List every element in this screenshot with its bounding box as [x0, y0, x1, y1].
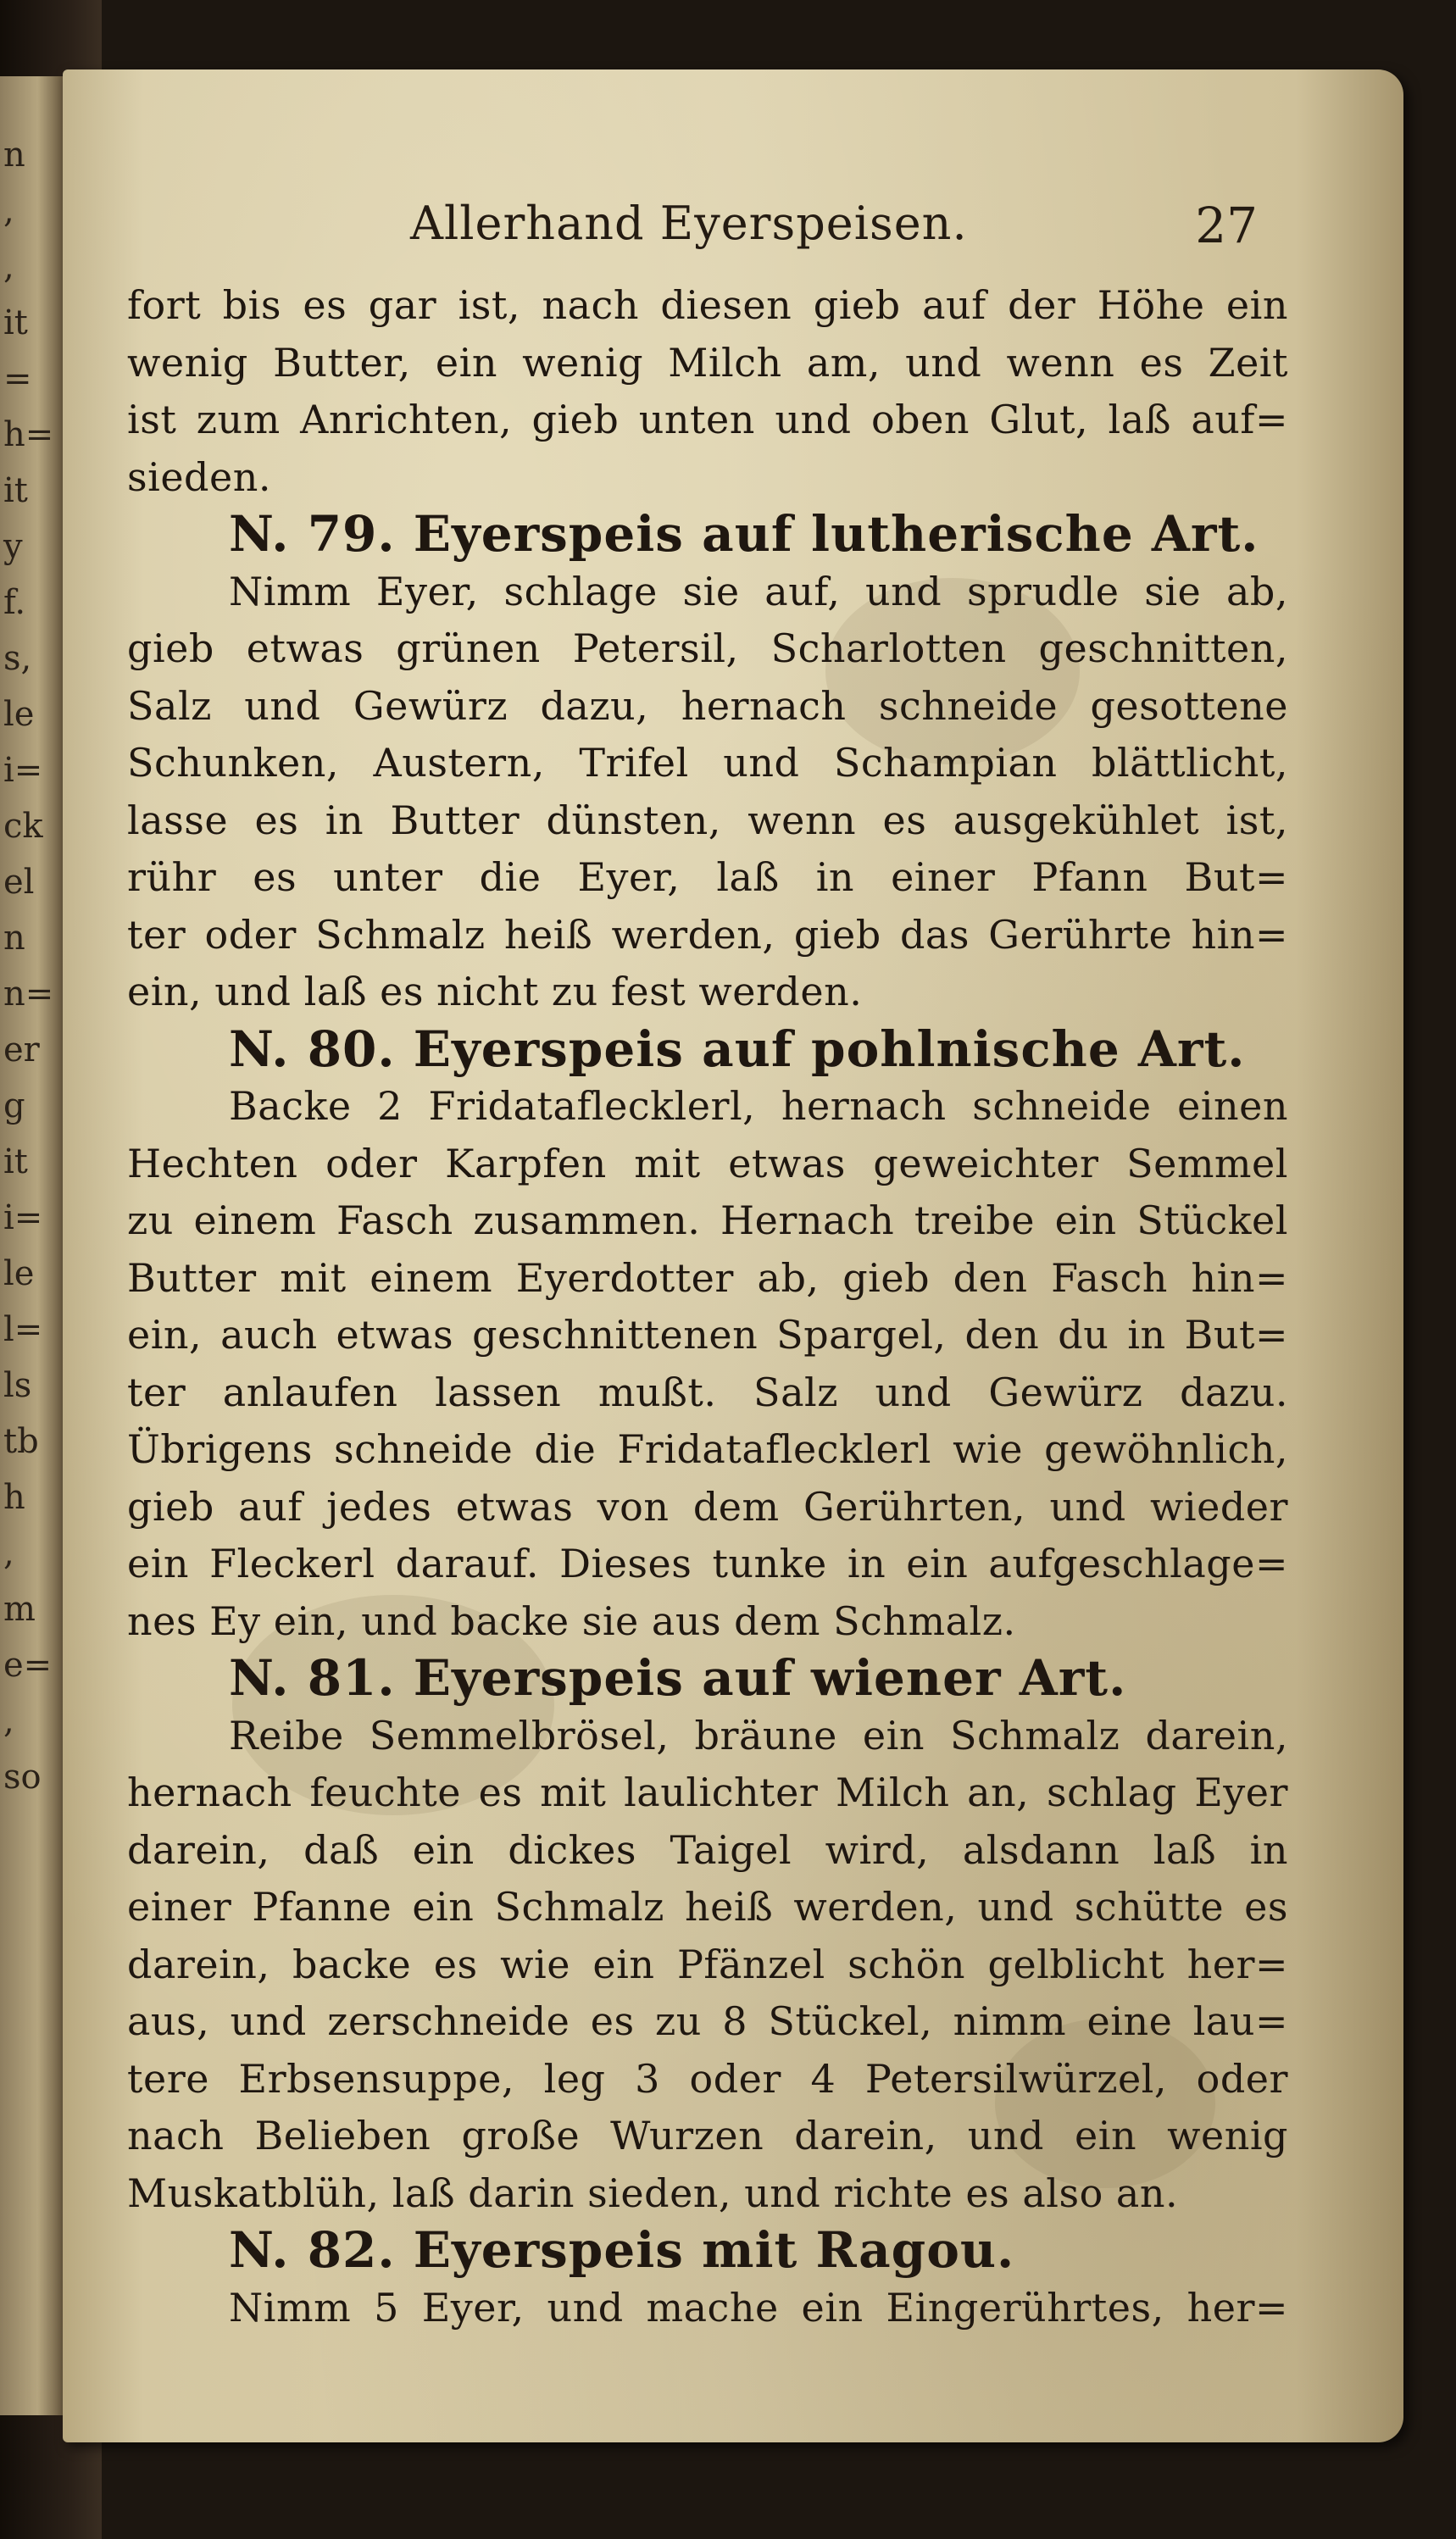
left-page-fragment: =	[3, 359, 32, 398]
text-line: hernach feuchte es mit laulichter Milch an, schlag Eyer	[127, 1770, 1288, 1815]
left-page-fragment: er	[3, 1031, 40, 1069]
left-page-edge	[0, 76, 63, 2415]
paragraph-first-line: Nimm Eyer, schlage sie auf, und sprudle sie ab,	[229, 568, 1288, 614]
left-page-fragment: s,	[3, 639, 32, 678]
text-line: einer Pfanne ein Schmalz heiß werden, und schütte es	[127, 1884, 1288, 1930]
paragraph-last-line: ein, und laß es nicht zu fest werden.	[127, 969, 863, 1014]
text-line: rühr es unter die Eyer, laß in einer Pfann But=	[127, 854, 1288, 900]
left-page-fragment: le	[3, 1254, 35, 1293]
text-line: zu einem Fasch zusammen. Hernach treibe ein Stückel	[127, 1197, 1288, 1243]
text-line: darein, daß ein dickes Taigel wird, alsdann laß in	[127, 1826, 1288, 1873]
left-page-fragment: el	[3, 863, 35, 902]
text-line: wenig Butter, ein wenig Milch am, und wenn es Zeit	[127, 339, 1288, 386]
left-page-fragment: i=	[3, 1198, 43, 1237]
paragraph-last-line: sieden.	[127, 453, 271, 500]
left-page-fragment: ,	[3, 1702, 14, 1741]
left-page-fragment: it	[3, 303, 28, 342]
left-page-fragment: i=	[3, 751, 43, 790]
text-line: gieb etwas grünen Petersil, Scharlotten geschnitten,	[127, 625, 1288, 671]
left-page-fragment: le	[3, 695, 35, 734]
text-line: ist zum Anrichten, gieb unten und oben Glut, laß auf=	[127, 397, 1288, 442]
left-page-fragment: h	[3, 1478, 25, 1517]
text-line: darein, backe es wie ein Pfänzel schön gelblicht her=	[127, 1941, 1288, 1987]
text-line: ein Fleckerl darauf. Dieses tunke in ein aufgeschlage=	[127, 1541, 1288, 1586]
paragraph-first-line: Reibe Semmelbrösel, bräune ein Schmalz darein,	[229, 1712, 1288, 1758]
page-number: 27	[1195, 197, 1258, 254]
text-line: gieb auf jedes etwas von dem Gerührten, und wieder	[127, 1483, 1288, 1530]
text-line: fort bis es gar ist, nach diesen gieb auf der Höhe ein	[127, 282, 1288, 328]
text-line: Hechten oder Karpfen mit etwas geweichter Semmel	[127, 1140, 1288, 1186]
running-title: Allerhand Eyerspeisen.	[410, 197, 968, 250]
book-page	[63, 69, 1403, 2442]
left-page-fragment: l=	[3, 1310, 43, 1349]
left-page-fragment: it	[3, 1142, 28, 1181]
left-page-fragment: ,	[3, 247, 14, 286]
text-line: nach Belieben große Wurzen darein, und ein wenig	[127, 2113, 1288, 2158]
left-page-fragment: e=	[3, 1646, 53, 1685]
left-page-fragment: ,	[3, 192, 14, 231]
text-block	[127, 277, 1288, 2336]
paragraph-last-line: nes Ey ein, und backe sie aus dem Schmalz.	[127, 1597, 1016, 1644]
left-page-fragment: ck	[3, 807, 43, 846]
left-page-fragment: m	[3, 1590, 36, 1629]
text-line: Salz und Gewürz dazu, hernach schneide gesottene	[127, 682, 1288, 729]
recipe-heading: N. 81. Eyerspeis auf wiener Art.	[229, 1649, 1127, 1707]
text-line: tere Erbsensuppe, leg 3 oder 4 Petersilwürzel, oder	[127, 2055, 1288, 2102]
left-page-fragment: n	[3, 919, 25, 958]
left-page-fragment: ls	[3, 1366, 32, 1405]
recipe-heading: N. 82. Eyerspeis mit Ragou.	[229, 2221, 1015, 2279]
text-line: aus, und zerschneide es zu 8 Stückel, nimm eine lau=	[127, 1998, 1288, 2044]
paragraph-first-line: Nimm 5 Eyer, und mache ein Eingerührtes, her=	[229, 2284, 1288, 2331]
left-page-fragment: f.	[3, 583, 26, 622]
left-page-fragment: tb	[3, 1422, 39, 1461]
text-line: Übrigens schneide die Fridataflecklerl wie gewöhnlich,	[127, 1426, 1288, 1472]
paragraph-first-line: Backe 2 Fridataflecklerl, hernach schneide einen	[229, 1083, 1288, 1129]
recipe-heading: N. 79. Eyerspeis auf lutherische Art.	[229, 505, 1259, 563]
left-page-fragment: it	[3, 471, 28, 510]
left-page-fragment: so	[3, 1758, 42, 1797]
text-line: ter anlaufen lassen mußt. Salz und Gewürz dazu.	[127, 1369, 1288, 1415]
left-page-fragment: y	[3, 527, 23, 566]
text-line: lasse es in Butter dünsten, wenn es ausgekühlet ist,	[127, 797, 1288, 843]
text-line: Butter mit einem Eyerdotter ab, gieb den Fasch hin=	[127, 1254, 1288, 1301]
text-line: ein, auch etwas geschnittenen Spargel, den du in But=	[127, 1312, 1288, 1358]
text-line: Schunken, Austern, Trifel und Schampian blättlicht,	[127, 740, 1288, 786]
left-page-fragment: h=	[3, 415, 54, 454]
left-page-fragment: n	[3, 136, 25, 175]
left-page-fragment: ,	[3, 1534, 14, 1573]
left-page-fragment: g	[3, 1086, 25, 1125]
recipe-heading: N. 80. Eyerspeis auf pohlnische Art.	[229, 1019, 1246, 1078]
left-page-fragment: n=	[3, 975, 54, 1014]
paragraph-last-line: Muskatblüh, laß darin sieden, und richte es also an.	[127, 2170, 1179, 2216]
text-line: ter oder Schmalz heiß werden, gieb das Gerührte hin=	[127, 911, 1288, 958]
page-header	[410, 197, 1258, 273]
